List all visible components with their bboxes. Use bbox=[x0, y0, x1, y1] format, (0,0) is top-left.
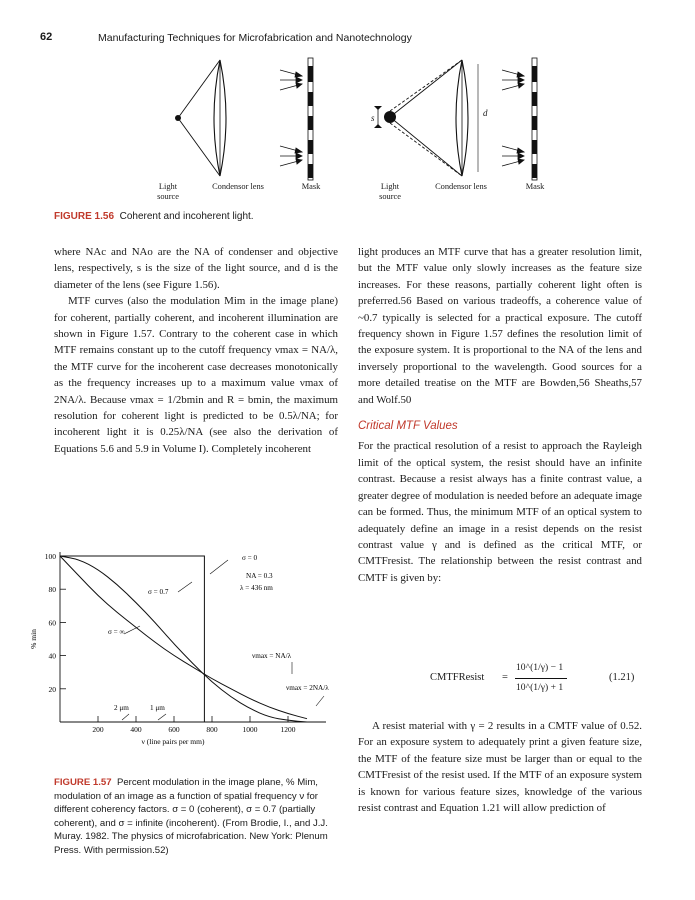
annotation-sigma-0: σ = 0 bbox=[242, 554, 258, 562]
y-tick-label: 20 bbox=[48, 684, 56, 694]
annotation-2um: 2 μm bbox=[114, 704, 129, 712]
y-tick-label: 40 bbox=[48, 651, 56, 661]
annotation-leader bbox=[124, 626, 140, 634]
left-paragraph-1: where NAc and NAo are the NA of condenser and objective lens, respectively, s is the size of the light source, and d is the diameter of the lens (see Figure 1.56). bbox=[54, 246, 338, 291]
annotation-lambda: λ = 436 nm bbox=[240, 584, 273, 592]
annotation-sigma-0-7: σ = 0.7 bbox=[148, 588, 169, 596]
x-axis-label: ν (line pairs per mm) bbox=[141, 737, 205, 746]
chart-series bbox=[60, 556, 326, 722]
figure-1-57-chart bbox=[30, 548, 350, 754]
label-light-source-right: Light source bbox=[379, 182, 401, 201]
x-tick-label: 400 bbox=[130, 725, 142, 734]
series-sigma-0-7 bbox=[60, 556, 307, 722]
source-size-label: s bbox=[371, 113, 375, 123]
equation-denominator: 10^(1/γ) + 1 bbox=[516, 682, 564, 693]
right-column-continued bbox=[358, 718, 642, 816]
label-mask-left: Mask bbox=[301, 182, 321, 191]
annotation-vmax-2na: νmax = 2NA/λ bbox=[286, 684, 329, 692]
y-tick-label: 60 bbox=[48, 618, 56, 628]
right-paragraph-3: A resist material with γ = 2 results in a CMTF value of 0.52. For an exposure system to adequately print a given feature size, the MTF of the feature size must be larger than or equal to the CMTFresist of the resist used. If the MTF of an exposure system is known for various feature sizes, knowledge of the various resist contrast and Equation 1.21 will allow prediction of bbox=[358, 720, 642, 815]
label-condensor-lens-right: Condensor lens bbox=[435, 182, 487, 191]
annotation-leader bbox=[158, 714, 166, 720]
x-tick-label: 1000 bbox=[242, 725, 258, 734]
equation-fraction-bar bbox=[515, 678, 567, 679]
equation-lhs: CMTFResist bbox=[430, 672, 485, 683]
running-title: Manufacturing Techniques for Microfabrication and Nanotechnology bbox=[98, 32, 412, 44]
annotation-sigma-infinite: σ = ∞ bbox=[108, 628, 125, 636]
annotation-leader bbox=[210, 560, 228, 574]
annotation-leader bbox=[178, 582, 192, 592]
mask-right bbox=[532, 58, 537, 180]
equation-number: (1.21) bbox=[609, 672, 635, 683]
figure-1-56-diagram bbox=[140, 50, 560, 180]
figure-1-57-caption-label: FIGURE 1.57 bbox=[54, 777, 112, 788]
label-light-source-left: Light source bbox=[157, 182, 179, 201]
series-sigma-infinite bbox=[60, 556, 307, 719]
annotation-leader bbox=[122, 714, 129, 720]
section-heading: Critical MTF Values bbox=[358, 420, 458, 433]
x-tick-label: 800 bbox=[206, 725, 218, 734]
annotation-1um: 1 μm bbox=[150, 704, 165, 712]
label-mask-right: Mask bbox=[525, 182, 545, 191]
series-sigma-0 bbox=[60, 556, 326, 722]
lens-diameter-label: d bbox=[483, 108, 488, 118]
equation-equals: = bbox=[502, 672, 508, 683]
annotation-na: NA = 0.3 bbox=[246, 572, 273, 580]
y-tick-label: 100 bbox=[44, 552, 56, 561]
page-number: 62 bbox=[40, 31, 53, 43]
chart-axes bbox=[60, 552, 326, 722]
x-tick-label: 1200 bbox=[280, 725, 296, 734]
label-condensor-lens-left: Condensor lens bbox=[212, 182, 264, 191]
x-tick-label: 200 bbox=[92, 725, 104, 734]
left-column bbox=[54, 244, 338, 457]
annotation-vmax-na: νmax = NA/λ bbox=[252, 652, 292, 660]
figure-1-57-caption bbox=[54, 776, 344, 858]
y-tick-label: 80 bbox=[48, 585, 56, 595]
y-axis-label: % min bbox=[29, 629, 38, 649]
incoherent-illumination-diagram bbox=[374, 58, 537, 180]
figure-1-57-caption-text: Percent modulation in the image plane, % Mim, modulation of an image as a function of spatial frequency ν for different coherency factors. σ = 0 (coherent), σ = 0.7 (partially coherent), and σ = infinite (incoherent). (From Brodie, I., and J.J. Muray. 1982. The physics of microfabrication. New York: Plenum Press. With permission.52) bbox=[54, 777, 328, 856]
right-paragraph-1: light produces an MTF curve that has a greater resolution limit, but the MTF value only slowly increases as the feature size increases. For these reasons, partially coherent light often is preferred.56 Based on various tradeoffs, a coherence value of ~0.7 typically is selected for a practical exposure. The cutoff frequency shown in Figure 1.57 defines the resolution limit of the exposure system. It is proportional to the NA of the lens and inversely proportional to the wavelength. Good sources for a more detailed treatise on the MTF are Bowden,56 Sheaths,57 and Wolf.50 bbox=[358, 246, 642, 406]
right-paragraph-2: For the practical resolution of a resist to approach the Rayleigh limit of the optical system, the resist should have an infinite contrast. Because a resist always has a finite contrast value, a greater degree of modulation is needed before an adequate image can be formed. Thus, the minimum MTF of an optical system to adequately define an image in a resist depends on the resist contrast value γ and is defined as the critical MTF, or CMTFresist. The relationship between the resist contrast and CMTF is given by: bbox=[358, 440, 642, 584]
coherent-illumination-diagram bbox=[175, 58, 313, 180]
right-column bbox=[358, 244, 642, 586]
equation-numerator: 10^(1/γ) − 1 bbox=[516, 662, 564, 673]
left-paragraph-2: MTF curves (also the modulation Mim in the image plane) for coherent, partially coherent, and incoherent illumination are shown in Figure 1.57. Contrary to the coherent case in which MTF remains constant up to the cutoff frequency νmax = NA/λ, the MTF curve for the incoherent case decreases monotonically as the frequency increases up to a maximum value νmax of 2NA/λ. Because νmax = 1/2bmin and R = bmin, the maximum resolution for coherent light is predicted to be 0.5λ/NA; for incoherent light it is 0.25λ/NA (see also the derivation of Equations 5.6 and 5.9 in Volume I). Completely incoherent bbox=[54, 295, 338, 455]
figure-1-56-caption-text: Coherent and incoherent light. bbox=[119, 211, 254, 222]
mask-left bbox=[308, 58, 313, 180]
x-tick-label: 600 bbox=[168, 725, 180, 734]
figure-1-56-caption-label: FIGURE 1.56 bbox=[54, 211, 115, 222]
annotation-leader bbox=[316, 696, 324, 706]
figure-1-56-caption bbox=[54, 210, 614, 224]
